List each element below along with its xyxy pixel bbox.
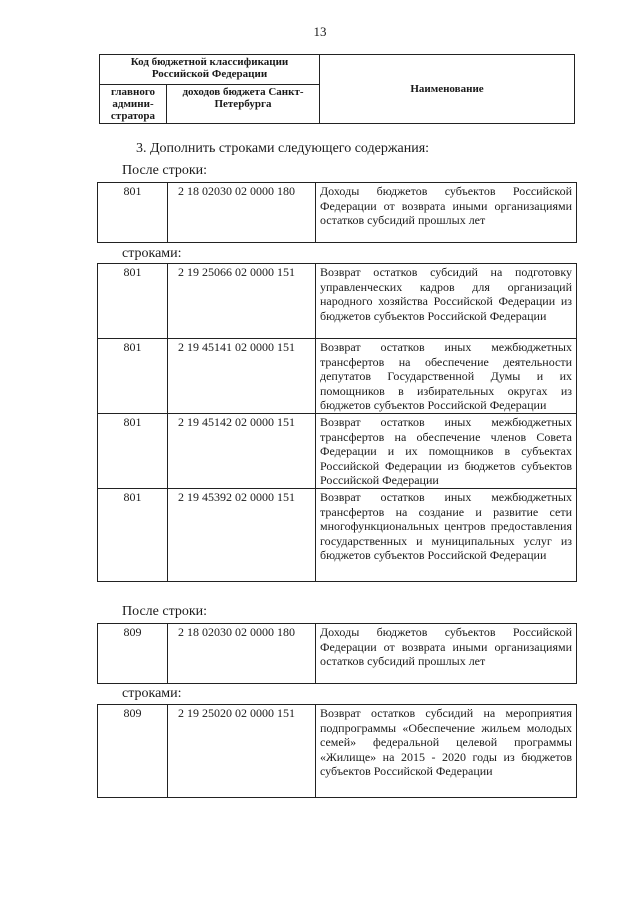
name-cell: Доходы бюджетов субъектов Российской Федерации от возврата иными организациями остатков субсидий прошлых лет	[316, 624, 577, 684]
name-cell: Доходы бюджетов субъектов Российской Федерации от возврата иными организациями остатков субсидий прошлых лет	[316, 183, 577, 243]
table-row	[98, 183, 577, 243]
after-line-label-1: После строки:	[122, 163, 208, 178]
header-revenue: доходов бюджета Санкт-Петербурга	[167, 85, 320, 124]
header-chief-admin: главного админи-стратора	[100, 85, 167, 124]
name-cell: Возврат остатков иных межбюджетных трансфертов на обеспечение членов Совета Федерации и их помощников в субъектах Российской Федерации из бюджетов субъектов Российской Федерации	[316, 414, 577, 489]
budget-code-cell: 2 19 25020 02 0000 151	[168, 705, 316, 798]
header-code-group: Код бюджетной классификации Российской Федерации	[100, 55, 320, 85]
after-line-table-2	[97, 623, 577, 684]
budget-code-cell: 2 19 45142 02 0000 151	[168, 414, 316, 489]
item-3-text: 3. Дополнить строками следующего содержания:	[136, 141, 430, 156]
after-line-table-1	[97, 182, 577, 243]
table-row	[98, 624, 577, 684]
admin-code-cell: 801	[98, 414, 168, 489]
new-lines-table-2	[97, 704, 577, 798]
budget-code-cell: 2 19 25066 02 0000 151	[168, 264, 316, 339]
column-header-table	[99, 54, 575, 124]
table-row	[98, 414, 577, 489]
admin-code-cell: 801	[98, 264, 168, 339]
name-cell: Возврат остатков иных межбюджетных трансфертов на обеспечение деятельности депутатов Государственной Думы и их помощников в избирательных округах из бюджетов субъектов Российской Федерации	[316, 339, 577, 414]
admin-code-cell: 801	[98, 339, 168, 414]
after-line-label-2: После строки:	[122, 604, 208, 619]
table-row	[98, 264, 577, 339]
new-lines-table-1	[97, 263, 577, 582]
admin-code-cell: 801	[98, 489, 168, 582]
name-cell: Возврат остатков субсидий на мероприятия подпрограммы «Обеспечение жильем молодых семей» федеральной целевой программы «Жилище» на 2015 - 2020 годы из бюджетов субъектов Российской Федерации	[316, 705, 577, 798]
name-cell: Возврат остатков субсидий на подготовку управленческих кадров для организаций народного хозяйства Российской Федерации из бюджетов субъектов Российской Федерации	[316, 264, 577, 339]
name-cell: Возврат остатков иных межбюджетных трансфертов на создание и развитие сети многофункциональных центров предоставления государственных и муниципальных услуг из бюджетов субъектов Российской Федерации	[316, 489, 577, 582]
budget-code-cell: 2 19 45141 02 0000 151	[168, 339, 316, 414]
admin-code-cell: 809	[98, 705, 168, 798]
lines-label-1: строками:	[122, 246, 182, 261]
table-row	[98, 339, 577, 414]
page-number: 13	[313, 24, 327, 39]
budget-code-cell: 2 18 02030 02 0000 180	[168, 624, 316, 684]
admin-code-cell: 809	[98, 624, 168, 684]
table-row	[98, 489, 577, 582]
budget-code-cell: 2 19 45392 02 0000 151	[168, 489, 316, 582]
budget-code-cell: 2 18 02030 02 0000 180	[168, 183, 316, 243]
table-row	[98, 705, 577, 798]
header-name: Наименование	[320, 55, 575, 124]
admin-code-cell: 801	[98, 183, 168, 243]
lines-label-2: строками:	[122, 686, 182, 701]
